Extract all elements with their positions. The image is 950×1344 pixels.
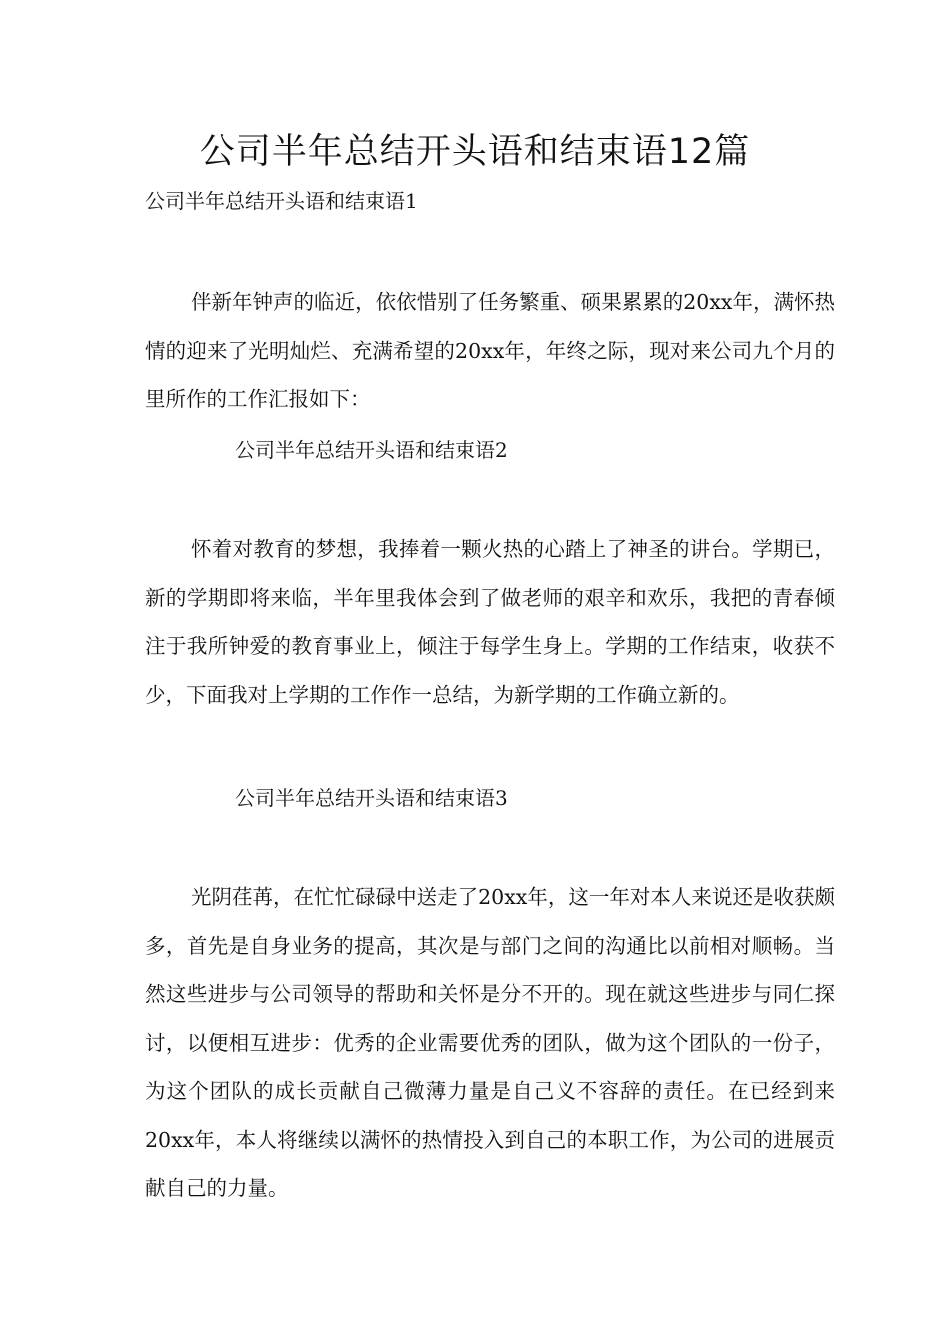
section-body-3: 光阴荏苒，在忙忙碌碌中送走了20xx年，这一年对本人来说还是收获颇多，首先是自身业务的提高，其次是与部门之间的沟通比以前相对顺畅。当然这些进步与公司领导的帮助和关怀是分不开的。现在就这些进步与同仁探讨，以便相互进步：优秀的企业需要优秀的团队，做为这个团队的一份子，为这个团队的成长贡献自己微薄力量是自己义不容辞的责任。在已经到来20xx年，本人将继续以满怀的热情投入到自己的本职工作，为公司的进展贡献自己的力量。 bbox=[145, 885, 835, 1200]
section-body-2: 怀着对教育的梦想，我捧着一颗火热的心踏上了神圣的讲台。学期已，新的学期即将来临，半年里我体会到了做老师的艰辛和欢乐，我把的青春倾注于我所钟爱的教育事业上，倾注于每学生身上。学期的工作结束，收获不少，下面我对上学期的工作作一总结，为新学期的工作确立新的。 bbox=[145, 537, 835, 707]
section-body-1: 伴新年钟声的临近，依依惜别了任务繁重、硕果累累的20xx年，满怀热情的迎来了光明灿烂、充满希望的20xx年，年终之际，现对来公司九个月的里所作的工作汇报如下： bbox=[145, 290, 835, 411]
section-heading-2: 公司半年总结开头语和结束语2 bbox=[235, 438, 508, 462]
section-heading-3: 公司半年总结开头语和结束语3 bbox=[235, 786, 508, 810]
section-heading-1: 公司半年总结开头语和结束语1 bbox=[145, 189, 418, 213]
document-title: 公司半年总结开头语和结束语12篇 bbox=[199, 132, 751, 172]
